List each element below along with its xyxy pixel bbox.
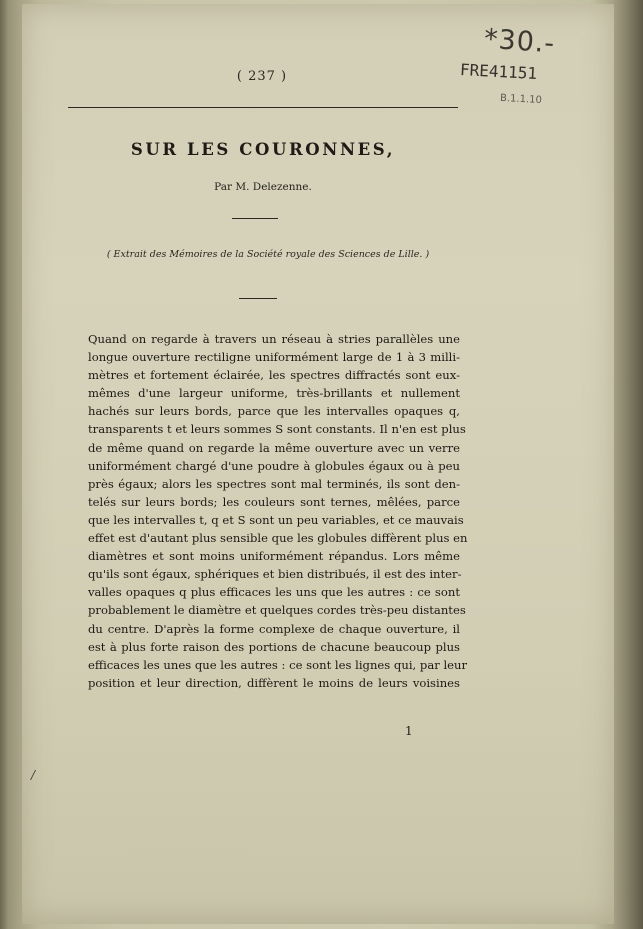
- text-line: diamètres et sont moins uniformément répandus. Lors même: [88, 549, 460, 564]
- handwritten-note: B.1.1.10: [499, 92, 543, 107]
- text-line: du centre. D'après la forme complexe de chaque ouverture, il: [88, 621, 460, 636]
- text-line: Quand on regarde à travers un réseau à stries parallèles une: [88, 332, 460, 346]
- extract-note: ( Extrait des Mémoires de la Société royale des Sciences de Lille. ): [106, 249, 430, 260]
- text-line: que les intervalles t, q et S sont un peu variables, et ce mauvais: [88, 512, 464, 527]
- article-author: Par M. Delezenne.: [214, 181, 312, 193]
- body-paragraph: [88, 330, 468, 692]
- text-line: uniformément chargé d'une poudre à globules égaux ou à peu: [88, 458, 460, 473]
- page-number: ( 237 ): [236, 69, 288, 84]
- text-line: est à plus forte raison des portions de chacune beaucoup plus: [88, 639, 460, 654]
- text-line: efficaces les unes que les autres : ce sont les lignes qui, par leur: [88, 657, 468, 672]
- article-title: SUR LES COURONNES,: [130, 140, 396, 159]
- separator-rule: [232, 218, 278, 219]
- binding-shadow: [0, 0, 8, 929]
- text-line: telés sur leurs bords; les couleurs sont ternes, mêlées, parce: [88, 494, 460, 509]
- margin-mark: /: [31, 768, 36, 782]
- handwritten-code: FRE41151: [459, 59, 538, 84]
- text-line: de même quand on regarde la même ouverture avec un verre: [88, 440, 460, 455]
- separator-rule: [239, 298, 277, 299]
- text-line: près égaux; alors les spectres sont mal terminés, ils sont den-: [88, 476, 460, 491]
- handwritten-price: *30.-: [483, 23, 557, 60]
- text-line: position et leur direction, diffèrent le moins de leurs voisines: [88, 675, 460, 690]
- text-line: effet est d'autant plus sensible que les globules diffèrent plus en: [88, 531, 468, 546]
- header-rule: [68, 107, 458, 108]
- text-line: mètres et fortement éclairée, les spectres diffractés sont eux-: [88, 368, 460, 383]
- text-line: transparents t et leurs sommes S sont constants. Il n'en est plus: [88, 422, 466, 437]
- text-line: probablement le diamètre et quelques cordes très-peu distantes: [88, 603, 466, 618]
- text-line: valles opaques q plus efficaces les uns que les autres : ce sont: [88, 585, 460, 600]
- text-line: hachés sur leurs bords, parce que les intervalles opaques q,: [88, 404, 460, 419]
- text-line: mêmes d'une largeur uniforme, très-brillants et nullement: [88, 386, 460, 401]
- signature-mark: 1: [405, 724, 413, 738]
- text-line: longue ouverture rectiligne uniformément large de 1 à 3 milli-: [88, 350, 460, 365]
- text-line: qu'ils sont égaux, sphériques et bien distribués, il est des inter-: [88, 567, 462, 582]
